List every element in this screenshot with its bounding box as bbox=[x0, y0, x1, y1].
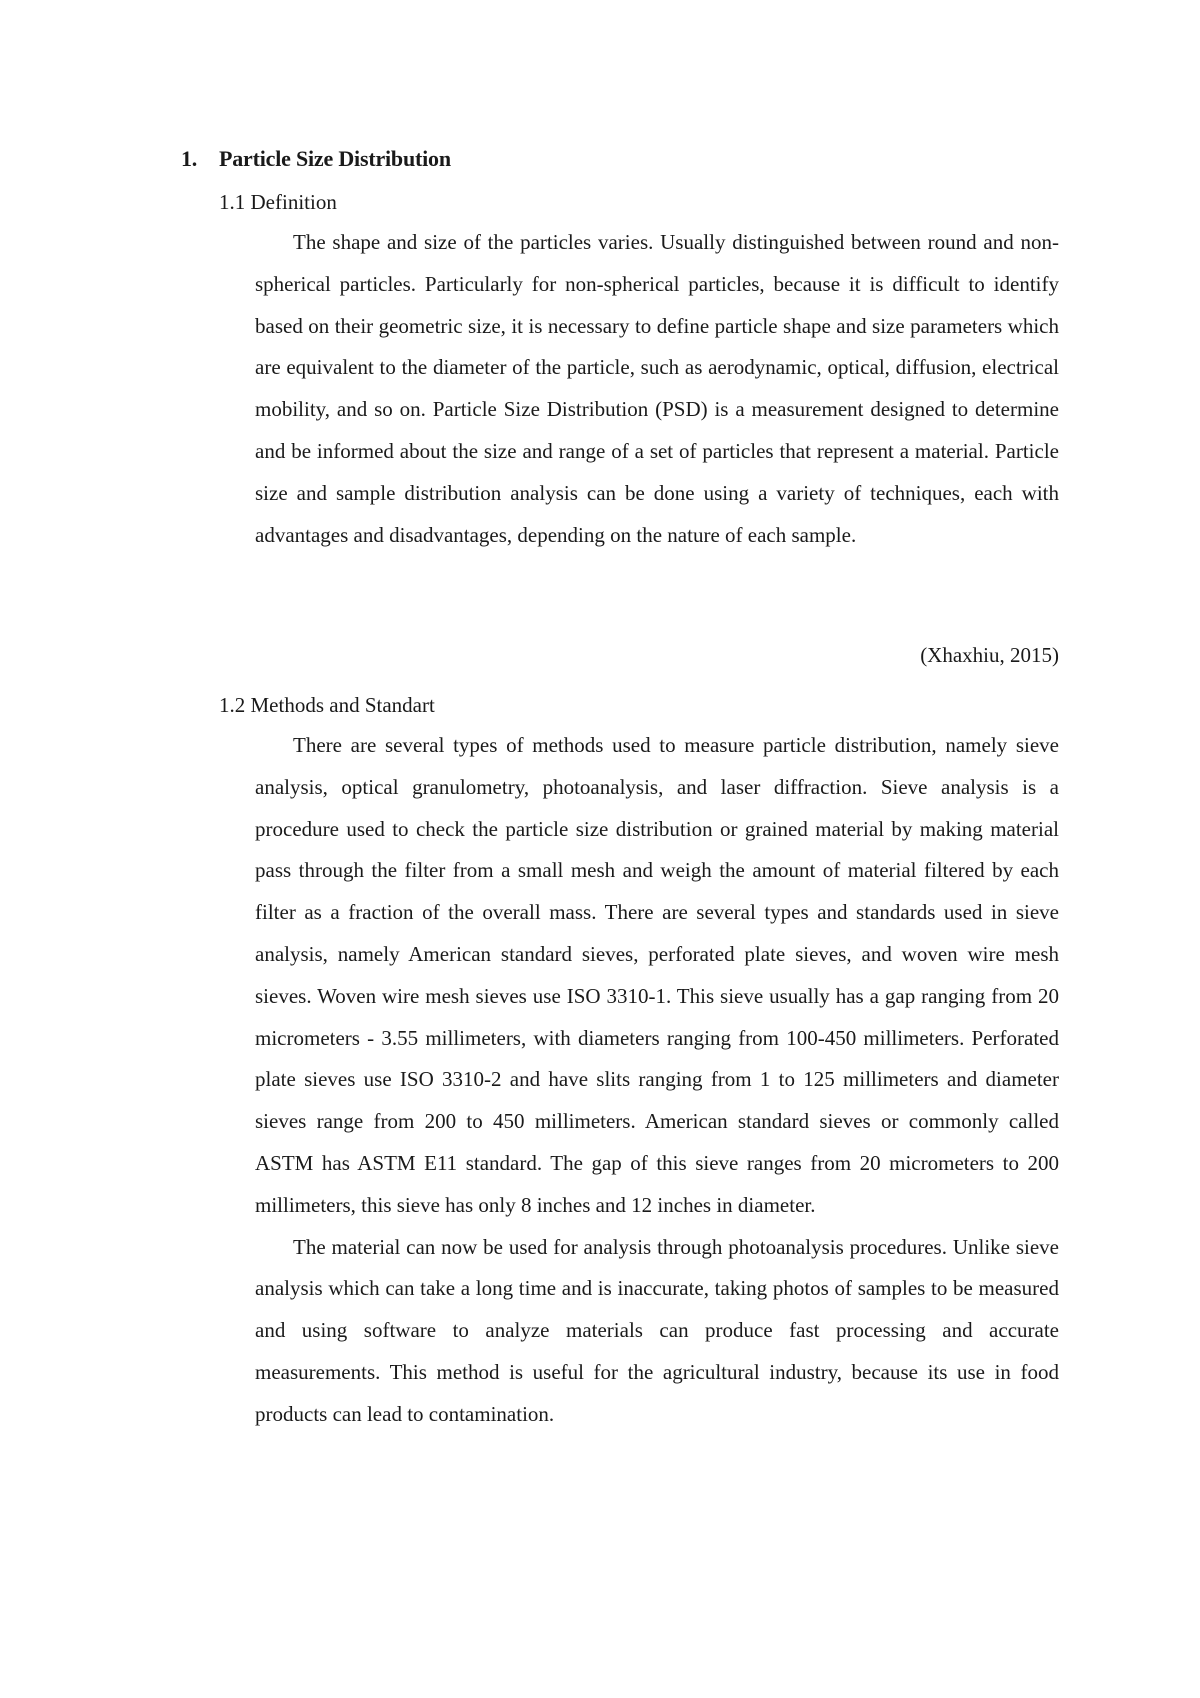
section-title: Particle Size Distribution bbox=[219, 146, 451, 171]
subsection-heading-definition: 1.1 Definition bbox=[219, 190, 337, 214]
paragraph: There are several types of methods used to measure particle distribution, namely sieve analysis, optical granulometry, photoanalysis, and laser diffraction. Sieve analysis is a procedure used to check the particle size distribution or grained material by making material pass through the filter from a small mesh and weigh the amount of material filtered by each filter as a fraction of the overall mass. There are several types and standards used in sieve analysis, namely American standard sieves, perforated plate sieves, and woven wire mesh sieves. Woven wire mesh sieves use ISO 3310-1. This sieve usually has a gap ranging from 20 micrometers - 3.55 millimeters, with diameters ranging from 100-450 millimeters. Perforated plate sieves use ISO 3310-2 and have slits ranging from 1 to 125 millimeters and diameter sieves range from 200 to 450 millimeters. American standard sieves or commonly called ASTM has ASTM E11 standard. The gap of this sieve ranges from 20 micrometers to 200 millimeters, this sieve has only 8 inches and 12 inches in diameter. bbox=[255, 733, 1059, 1217]
paragraph: The material can now be used for analysis through photoanalysis procedures. Unlike sieve analysis which can take a long time and is inaccurate, taking photos of samples to be measured and using software to analyze materials can produce fast processing and accurate measurements. This method is useful for the agricultural industry, because its use in food products can lead to contamination. bbox=[255, 1234, 1059, 1426]
section-heading bbox=[181, 144, 451, 174]
section-number: 1. bbox=[181, 146, 198, 171]
citation: (Xhaxhiu, 2015) bbox=[920, 643, 1059, 667]
paragraph: The shape and size of the particles varies. Usually distinguished between round and non-spherical particles. Particularly for non-spherical particles, because it is difficult to identify based on their geometric size, it is necessary to define particle shape and size parameters which are equivalent to the diameter of the particle, such as aerodynamic, optical, diffusion, electrical mobility, and so on. Particle Size Distribution (PSD) is a measurement designed to determine and be informed about the size and range of a set of particles that represent a material. Particle size and sample distribution analysis can be done using a variety of techniques, each with advantages and disadvantages, depending on the nature of each sample. bbox=[255, 230, 1059, 547]
methods-body bbox=[255, 725, 1059, 1436]
definition-body bbox=[255, 222, 1059, 556]
subsection-heading-methods: 1.2 Methods and Standart bbox=[219, 693, 435, 717]
